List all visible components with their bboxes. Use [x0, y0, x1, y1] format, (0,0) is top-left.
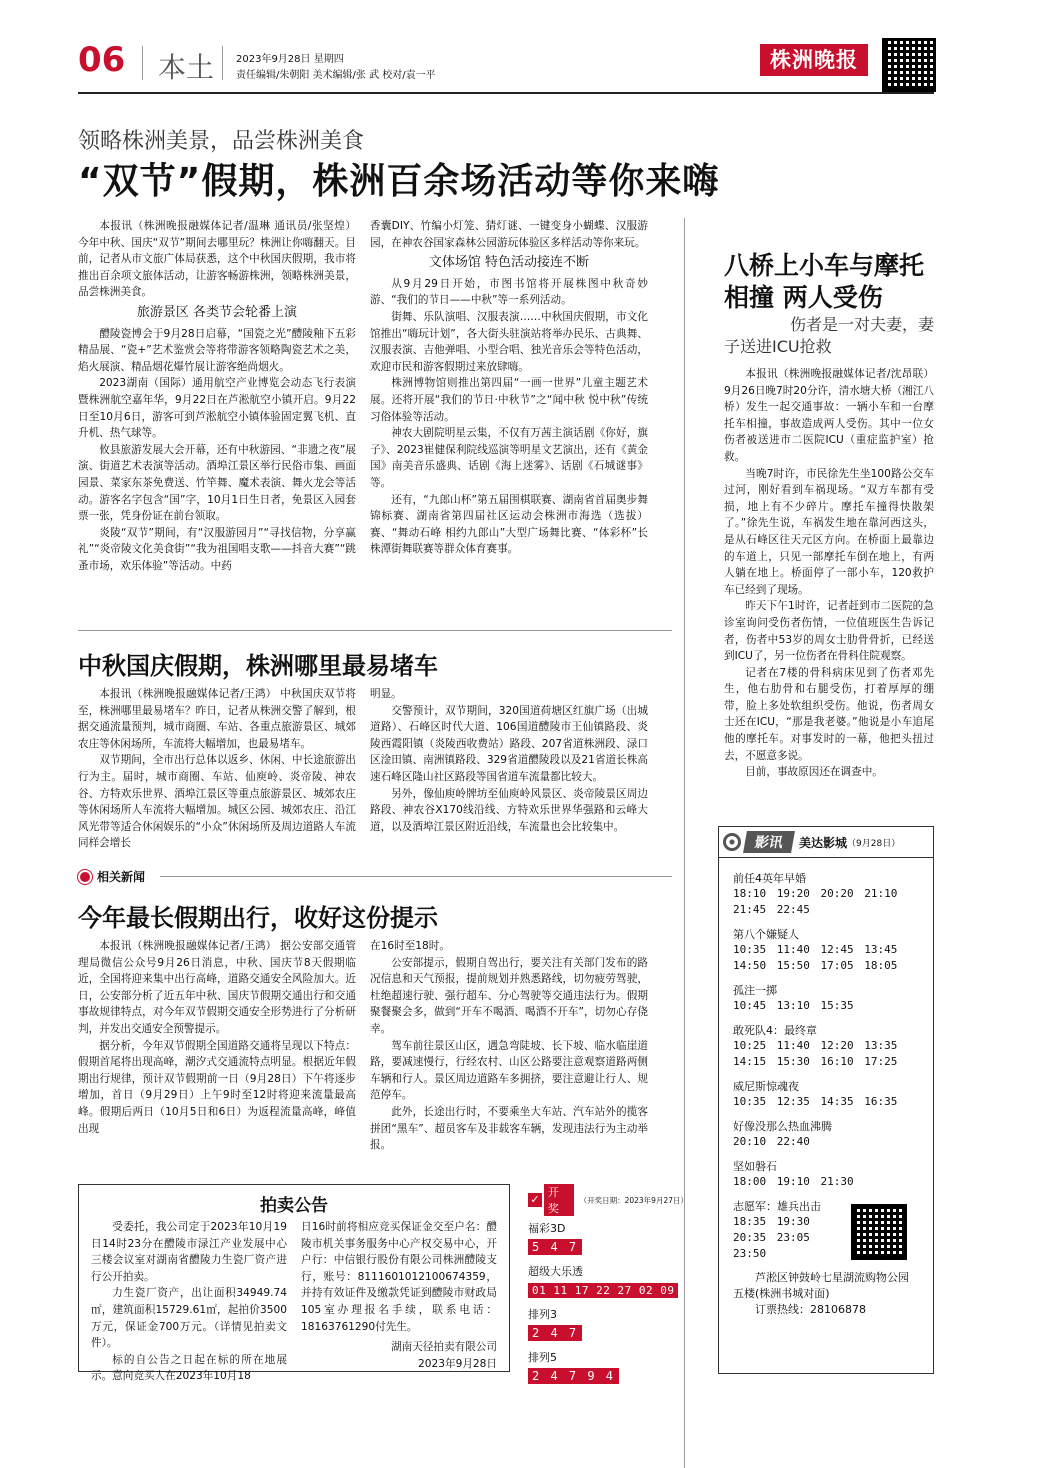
accident-para: 当晚7时许，市民徐先生坐100路公交车过河，刚好看到车祸现场。“双方车都有受损，地上有不少碎片。摩托车撞得快散架了。”徐先生说，车祸发生地在靠河西这头，是从石峰区往天元区方向。在桥面上最靠边的车道上，只见一部摩托车倒在地上，有两人躺在地上。桥面停了一部小车，120救护车已经到了现场。: [724, 467, 934, 596]
lottery-item: 排列5 2 4 7 9 4: [528, 1349, 688, 1384]
movie-title: 孤注一掷: [733, 984, 777, 997]
movie-title: 前任4英年早婚: [733, 872, 806, 885]
lead-subhead-2: 文体场馆 特色活动接连不断: [428, 255, 590, 271]
movie-entry: [733, 1198, 919, 1262]
related-para: 在16时至18时。: [370, 940, 450, 952]
accident-para: 目前，事故原因还在调查中。: [745, 766, 883, 779]
movie-times: 10:35 12:35 14:35 16:35: [733, 1095, 898, 1108]
related-col-2: [370, 938, 648, 1154]
film-reel-icon: [723, 833, 741, 851]
traffic-para: 本报讯（株洲晚报融媒体记者/王鸿） 中秋国庆双节将至，株洲哪里最易堵车？昨日，记者从株洲交警了解到，根据交通流量预判，城市商圈、车站、各重点旅游景区、城郊农庄等休闲场所，车流将大幅增加，也最易堵车。: [78, 688, 356, 750]
related-col-1: [78, 938, 356, 1137]
lottery-tag: 开奖: [544, 1184, 574, 1216]
movie-entry: [733, 982, 919, 1014]
related-para: 本报讯（株洲晚报融媒体记者/王鸿） 据公安部交通管理局微信公众号9月26日消息，中秋、国庆节8天假期临近，全国将迎来集中出行高峰，道路交通安全风险加大。近日，公安部分析了近五年中秋、国庆节假期交通出行和交通事故规律特点，对今年双节假期交通安全形势进行了分析研判，并发出交通安全预警提示。: [78, 940, 356, 1035]
related-para: 此外，长途出行时，不要乘坐大车站、汽车站外的揽客拼团“黑车”、超员客车及非载客车辆，发现违法行为主动举报。: [370, 1105, 648, 1152]
cinema-qr-code: [851, 1204, 907, 1260]
cinema-tag: 影讯: [743, 831, 795, 853]
movie-times: 10:45 13:10 15:35: [733, 999, 854, 1012]
movie-entry: [733, 1078, 919, 1110]
lead-para: 神农大剧院明星云集，不仅有万茜主演话剧《你好，旗子》、2023崔健保利院线巡演等明星文艺演出，还有《黄金国》南美音乐盛典、话剧《海上迷雾》、话剧《石城谜事》等。: [370, 427, 648, 489]
accident-para: 记者在7楼的骨科病床见到了伤者邓先生，他右肋骨和右腿受伤，打着厚厚的绷带，脸上多处软组织受伤。他说，伤者周女士还在ICU，“那是我老婆。”他说是小车追尾他的摩托车。对事发时的一幕，他把头扭过去，不愿意多说。: [724, 666, 934, 762]
lottery-panel: [528, 1184, 688, 1383]
movie-title: 第八个嫌疑人: [733, 928, 799, 941]
cinema-panel: [718, 826, 934, 1374]
lead-col-1: [78, 218, 356, 574]
movie-title: 威尼斯惊魂夜: [733, 1080, 799, 1093]
auction-title: 拍卖公告: [260, 1196, 328, 1216]
movie-times: 18:00 19:10 21:30: [733, 1175, 854, 1188]
accident-body: [724, 366, 934, 781]
related-headline: 今年最长假期出行，收好这份提示: [78, 904, 438, 932]
cinema-date: （9月28日）: [847, 838, 901, 849]
movie-times: 10:25 11:40 12:20 13:35 14:15 15:30 16:10 17:25: [733, 1039, 898, 1068]
accident-headline: 八桥上小车与摩托 相撞 两人受伤: [724, 251, 925, 312]
lead-col-2: [370, 218, 648, 558]
lead-para: 攸县旅游发展大会开幕，还有中秋游园、“非遗之夜”展演、街道艺术表演等活动。酒埠江景区举行民俗市集、画面园景、菜家东茶免费送、竹竿舞、魔术表演、舞火龙会等活动。游客名字包含“国”字，10月1日生日者，免景区入园套票一张，凭身份证在前台领取。: [78, 443, 356, 523]
related-para: 据分析，今年双节假期全国道路交通将呈现以下特点：假期首尾将出现高峰，潮汐式交通流特点明显。根据近年假期出行规律，预计双节假期前一日（9月28日）下午将逐步增加，首日（9月29日）上午9时至12时将迎来流量最高峰。假期后两日（10月5日和6日）为返程流量高峰，峰值出现: [78, 1039, 356, 1135]
movie-times: 20:10 22:40: [733, 1135, 810, 1148]
accident-para: 昨天下午1时许，记者赶到市二医院的急诊室询问受伤者伤情，一位值班医生告诉记者，伤者中53岁的周女士肋骨骨折，已经送到ICU了，另一位伤者在骨科住院观察。: [724, 600, 934, 663]
auction-col-1: 受委托，我公司定于2023年10月19日14时23分在醴陵市渌江产业发展中心三楼会议室对湖南省醴陵力生瓷厂资产进行公开拍卖。 力生瓷厂资产，出让面积34949.74㎡，建筑面积15729.61㎡，起拍价3500万元，保证金700万元。（详情见拍卖文件）。 标的自公告之日起在标的所在地展示。意向竞买人在2023年10月18: [91, 1221, 287, 1383]
lottery-item: 超级大乐透 01 11 17 22 27 02 09: [528, 1263, 688, 1298]
lottery-item: 福彩3D 5 4 7: [528, 1220, 688, 1255]
lottery-item: 排列3 2 4 7: [528, 1306, 688, 1341]
traffic-para: 另外，像仙庾岭牌坊至仙庾岭风景区、炎帝陵景区周边路段、神农谷X170线沿线、方特欢乐世界华强路和云峰大道，以及酒埠江景区附近沿线，车流量也会比较集中。: [370, 787, 648, 833]
auction-box: [78, 1184, 510, 1383]
traffic-para: 交警预计，双节期间，320国道荷塘区红旗广场（出城道路）、石峰区时代大道、106国道醴陵市王仙镇路段、炎陵西霞阳镇（炎陵西收费站）路段、207省道株洲段、渌口区淦田镇、南洲镇路段、329省道醴陵段以及21省道长株高速石峰区隆山社区路段等国省道车流量都比较大。: [370, 704, 648, 783]
lottery-numbers: 2 4 7: [528, 1325, 582, 1341]
movie-entry: [733, 1118, 919, 1150]
movie-title: 志愿军：雄兵出击: [733, 1200, 821, 1213]
cinema-name: 美达影城: [799, 835, 848, 850]
auction-date: 2023年9月28日: [418, 1357, 497, 1370]
movie-entry: [733, 926, 919, 974]
traffic-col-1: [78, 686, 356, 852]
lead-para: 醴陵瓷博会于9月28日启幕，“国瓷之光”醴陵釉下五彩精品展、“瓷+”艺术鉴赏会等将带游客领略陶瓷艺术之美，焰火展演、精品烟花爆竹展让游客绝尚烟火。: [78, 327, 356, 373]
auction-signer: 湖南天径拍卖有限公司: [391, 1341, 497, 1354]
masthead-text: 株洲晚报: [770, 47, 858, 72]
related-para: 公安部提示，假期自驾出行，要关注有关部门发布的路况信息和天气预报，提前规划并熟悉路线，切勿疲劳驾驶，杜绝超速行驶、强行超车、分心驾驶等交通违法行为。假期聚餐聚会多，做到“开车不喝酒、喝酒不开车”，切勿心存侥幸。: [370, 956, 648, 1035]
editor-credits: 责任编辑/朱朝阳 美术编辑/张 武 校对/袁一平: [236, 70, 436, 81]
lottery-date: （开奖日期：2023年9月27日）: [579, 1195, 688, 1205]
movie-times: 18:35 19:30 20:35 23:05 23:50: [733, 1215, 810, 1260]
movie-entry: [733, 870, 919, 918]
lead-subhead-1: 旅游景区 各类节会轮番上演: [136, 304, 298, 320]
cinema-hotline: 订票热线：28106878: [755, 1303, 866, 1316]
qr-code: [882, 38, 936, 92]
lottery-numbers: 2 4 7 9 4: [528, 1368, 619, 1384]
lottery-numbers: 01 11 17 22 27 02 09: [528, 1283, 678, 1298]
lead-para: 2023湖南（国际）通用航空产业博览会动态飞行表演暨株洲航空嘉年华，9月22日在芦淞航空小镇开启。9月22日至10月6日，游客可到芦淞航空小镇体验固定翼飞机、直升机、热气球等。: [78, 377, 356, 440]
traffic-col-2: [370, 686, 648, 835]
lead-para: 株洲博物馆则推出第四届“一画一世界”儿童主题艺术展。还将开展“我们的节日·中秋节”之“闻中秋 悦中秋”传统习俗体验等活动。: [370, 377, 648, 423]
movie-title: 好像没那么热血沸腾: [733, 1120, 832, 1133]
movie-times: 18:10 19:20 20:20 21:10 21:45 22:45: [733, 887, 898, 916]
bullet-icon: [78, 870, 92, 884]
section-name: 本土: [158, 51, 215, 84]
accident-para: 本报讯（株洲晚报融媒体记者/沈昂联）9月26日晚7时20分许，清水塘大桥（湘江八桥）发生一起交通事故：一辆小车和一台摩托车相撞，事故造成两人受伤。其中一位女伤者被送进市二医院ICU（重症监护室）抢救。: [724, 368, 934, 463]
lead-para: 炎陵“双节”期间，有“汉服游园月”“寻找信物，分享赢礼”“炎帝陵文化美食街”“我为祖国唱支歌——抖音大赛”“跳蚤市场，欢乐体验”等活动。中药: [78, 526, 356, 572]
cinema-address: 芦淞区钟鼓岭七星湖流购物公园五楼(株洲书城对面): [733, 1271, 909, 1300]
lead-para: 街舞、乐队演唱、汉服表演……中秋国庆假期，市文化馆推出“嗨玩计划”，各大街头驻演站将举办民乐、古典舞、汉服表演、吉他弹唱、小型合唱、独光音乐会等特色活动，欢迎市民和游客假期过来放肆嗨。: [370, 310, 648, 373]
lead-para: 还有，“九郎山杯”第五届围棋联赛、湖南省首届奥步舞锦标赛、湖南省第四届社区运动会株洲市海选（选拔）赛、“舞动石峰 相约九郎山”大型广场舞比赛、“体彩杯”长株潭街舞联赛等群众体育赛事。: [370, 493, 648, 556]
check-icon: ✓: [528, 1193, 542, 1207]
movie-title: 坚如磐石: [733, 1160, 777, 1173]
movie-times: 10:35 11:40 12:45 13:45 14:50 15:50 17:05 18:05: [733, 943, 898, 972]
traffic-para: 双节期间，全市出行总体以返乡、休闲、中长途旅游出行为主。届时，城市商圈、车站、仙庾岭、炎帝陵、神农谷、方特欢乐世界、酒埠江景区等重点旅游景区、城郊农庄等休闲场所人车流将大幅增加。城区公园、城郊农庄、沿江风光带等适合休闲娱乐的“小众”休闲场所及周边道路人车流同样会增长: [78, 754, 356, 850]
related-para: 驾车前往景区山区，遇急弯陡坡、长下坡、临水临崖道路，要减速慢行，行经农村、山区公路要注意观察道路两侧车辆和行人。景区周边道路车多拥挤，要注意避让行人、规范停车。: [370, 1039, 648, 1102]
related-tag: 相关新闻: [78, 868, 145, 885]
auction-col-2: 日16时前将相应竞买保证金交至户名：醴陵市机关事务服务中心产权交易中心，开户行：中信银行股份有限公司株洲醴陵支行，账号：8111601012100674359，并持有效证件及缴款凭证到醴陵市财政局105室办理报名手续，联系电话：18163761290付先生。 湖南天径拍卖有限公司 2023年9月28日: [301, 1219, 497, 1372]
page-number: 06: [78, 40, 126, 80]
traffic-para: 明显。: [370, 688, 402, 700]
movie-entry: [733, 1158, 919, 1190]
movie-entry: [733, 1022, 919, 1070]
cinema-header: [719, 827, 933, 858]
accident-deck: 伤者是一对夫妻，妻 子送进ICU抢救: [724, 315, 934, 356]
lead-para: 本报讯（株洲晚报融媒体记者/温琳 通讯员/张坚煌） 今年中秋、国庆“双节”期间去哪里玩？株洲让你嗨翻天。目前，记者从市文旅广体局获悉，这个中秋国庆假期，我市将推出百余项文旅体活动，让游客畅游株洲，领略株洲美景，品尝株洲美食。: [78, 220, 356, 299]
issue-date: 2023年9月28日 星期四: [236, 54, 344, 65]
lead-para: 从9月29日开始，市图书馆将开展株图中秋奇妙游、“我们的节日——中秋”等一系列活动。: [370, 277, 648, 307]
masthead-logo: [760, 44, 868, 76]
traffic-headline: 中秋国庆假期，株洲哪里最易堵车: [78, 652, 438, 680]
lead-kicker: 领略株洲美景，品尝株洲美食: [78, 129, 365, 154]
lead-headline: “双节”假期，株洲百余场活动等你来嗨: [78, 161, 720, 202]
lottery-numbers: 5 4 7: [528, 1239, 582, 1255]
movie-title: 敢死队4：最终章: [733, 1024, 817, 1037]
lead-para: 香囊DIY、竹编小灯笼、猜灯谜、一键变身小蝴蝶、汉服游园，在神农谷国家森林公园游玩体验区多样活动等你来玩。: [370, 220, 648, 249]
